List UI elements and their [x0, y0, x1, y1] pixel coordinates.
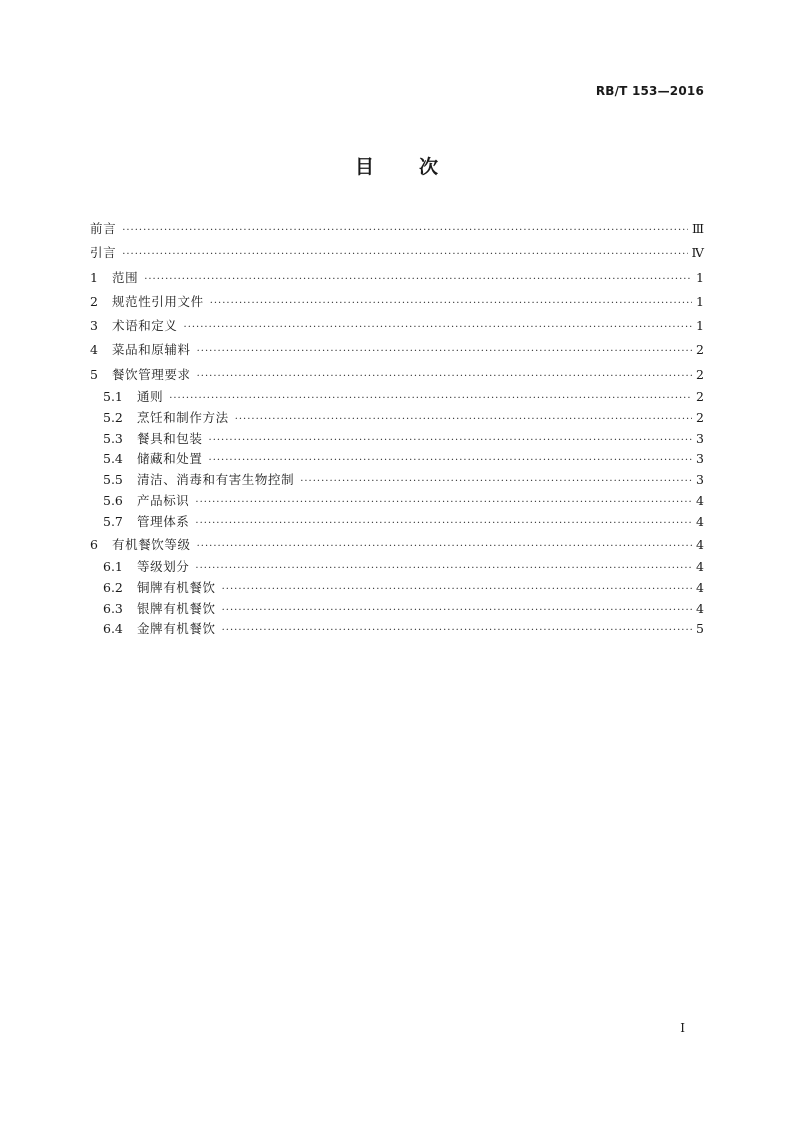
toc-entry-label: 银牌有机餐饮 [137, 600, 216, 616]
dot-leader [222, 621, 692, 642]
toc-entry-number: 5.7 [103, 513, 123, 529]
toc-entry-number: 3 [90, 318, 98, 334]
toc-entry-number: 1 [90, 269, 98, 285]
toc-entry-number: 5 [90, 366, 98, 382]
title-char-right: 次 [419, 156, 440, 178]
toc-entry[interactable] [90, 512, 704, 533]
dot-leader [195, 559, 692, 580]
toc-entry-page: 1 [696, 318, 704, 334]
toc-entry-label: 等级划分 [137, 558, 190, 574]
toc-entry-page: 4 [696, 558, 704, 574]
toc-entry-label: 有机餐饮等级 [112, 536, 191, 552]
toc-entry[interactable] [90, 470, 704, 491]
toc-entry-page: 4 [696, 493, 704, 509]
dot-leader [122, 243, 687, 267]
dot-leader [197, 535, 692, 559]
toc-entry-label: 管理体系 [137, 513, 190, 529]
toc-entry-page: 4 [696, 513, 704, 529]
toc-entry-number: 5.2 [103, 409, 123, 425]
dot-leader [209, 451, 692, 472]
toc-entry[interactable] [90, 491, 704, 512]
toc-entry-page: 2 [696, 389, 704, 405]
toc-entry-number: 2 [90, 293, 98, 309]
dot-leader [222, 601, 692, 622]
dot-leader [235, 410, 692, 431]
toc-entry-page: 2 [696, 366, 704, 382]
toc-entry-page: 3 [696, 451, 704, 467]
toc-entry-number: 6.3 [103, 600, 123, 616]
toc-entry-label: 储藏和处置 [137, 451, 203, 467]
toc-entry-number: 6.4 [103, 621, 123, 637]
toc-entry-label: 菜品和原辅料 [112, 342, 191, 358]
toc-entry-label: 产品标识 [137, 493, 190, 509]
toc-entry-number: 5.5 [103, 472, 123, 488]
toc-entry-page: 3 [696, 430, 704, 446]
toc-entry-page: 5 [696, 621, 704, 637]
toc-entry[interactable] [90, 266, 704, 290]
toc-entry-label: 前言 [90, 221, 117, 236]
toc-entry[interactable] [90, 338, 704, 362]
toc-entry-page: Ⅳ [691, 245, 704, 261]
page-title [0, 152, 794, 179]
toc-entry-label: 通则 [137, 389, 164, 405]
toc-entry[interactable] [90, 217, 704, 241]
toc-entry[interactable] [90, 599, 704, 620]
toc-entry-page: 2 [696, 409, 704, 425]
dot-leader [197, 365, 692, 389]
toc-entry[interactable] [90, 619, 704, 640]
toc-entry[interactable] [90, 314, 704, 338]
dot-leader [195, 514, 692, 535]
toc-entry[interactable] [90, 408, 704, 429]
dot-leader [195, 493, 692, 514]
toc-entry-label: 术语和定义 [112, 318, 178, 334]
toc-entry-label: 铜牌有机餐饮 [137, 579, 216, 595]
toc-entry-number: 5.4 [103, 451, 123, 467]
toc-entry-label: 餐饮管理要求 [112, 366, 191, 382]
toc-entry-label: 规范性引用文件 [112, 293, 204, 309]
toc-entry-number: 6.1 [103, 558, 123, 574]
toc-entry[interactable] [90, 557, 704, 578]
dot-leader [209, 431, 692, 452]
standard-code: RB/T 153—2016 [595, 84, 704, 98]
toc-entry-page: 2 [696, 342, 704, 358]
toc-entry-page: 3 [696, 472, 704, 488]
page-number: I [680, 1021, 685, 1035]
toc-entry-number: 5.1 [103, 389, 123, 405]
table-of-contents [90, 217, 704, 640]
dot-leader [197, 340, 692, 364]
toc-entry-label: 餐具和包装 [137, 430, 203, 446]
toc-entry[interactable] [90, 387, 704, 408]
dot-leader [210, 292, 692, 316]
toc-entry[interactable] [90, 241, 704, 265]
title-char-left: 目 [354, 156, 375, 178]
toc-entry-number: 5.3 [103, 430, 123, 446]
toc-entry-page: 1 [696, 293, 704, 309]
dot-leader [169, 389, 692, 410]
dot-leader [222, 580, 692, 601]
toc-entry[interactable] [90, 429, 704, 450]
toc-entry-label: 金牌有机餐饮 [137, 621, 216, 637]
toc-entry-label: 引言 [90, 245, 117, 261]
dot-leader [144, 268, 692, 292]
toc-entry[interactable] [90, 290, 704, 314]
toc-entry-number: 4 [90, 342, 98, 358]
dot-leader [184, 316, 692, 340]
toc-entry[interactable] [90, 533, 704, 557]
toc-entry-label: 清洁、消毒和有害生物控制 [137, 472, 295, 488]
toc-entry-page: 1 [696, 269, 704, 285]
toc-entry-page: 4 [696, 600, 704, 616]
toc-entry[interactable] [90, 578, 704, 599]
toc-entry-number: 5.6 [103, 493, 123, 509]
toc-entry-label: 烹饪和制作方法 [137, 409, 229, 425]
toc-entry-page: 4 [696, 536, 704, 552]
dot-leader [122, 219, 688, 243]
toc-entry-page: 4 [696, 579, 704, 595]
dot-leader [300, 472, 692, 493]
toc-entry[interactable] [90, 449, 704, 470]
toc-entry-label: 范围 [112, 269, 139, 285]
toc-entry-page: Ⅲ [691, 221, 704, 236]
toc-entry[interactable] [90, 363, 704, 387]
toc-entry-number: 6 [90, 536, 98, 552]
toc-entry-number: 6.2 [103, 579, 123, 595]
